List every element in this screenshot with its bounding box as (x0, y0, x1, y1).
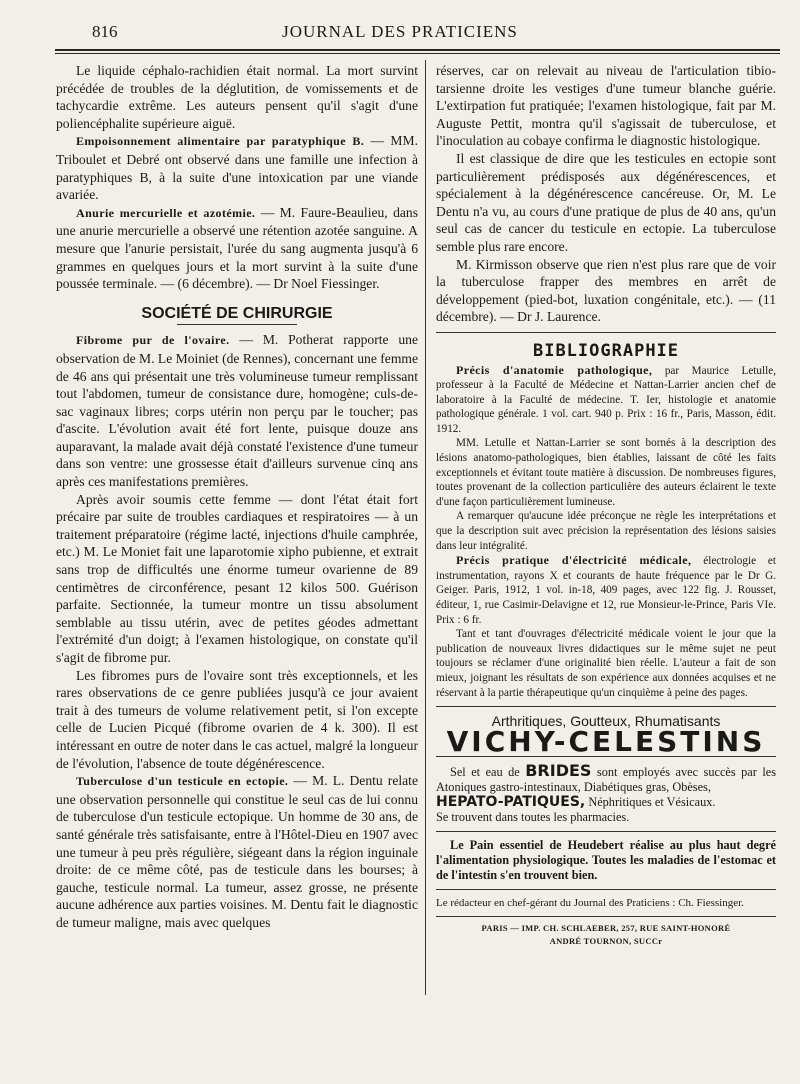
imprint-line-1: PARIS — IMP. CH. SCHLAEBER, 257, RUE SAINT-HONORÉ (481, 923, 731, 934)
paragraph: Après avoir soumis cette femme — dont l'état était fort précaire par suite de troubles cardiaques et respiratoires — à un traitement préparatoire (régime lacté, injections d'huile camphrée, etc.) M. Le Moniet fait une laparotomie xipho pubienne, et extrait sans trop de difficultés une énorme tumeur ovarienne de 89 centimètres de circonférence, pesant 12 kilos 500. Guérison parfaite. Sectionnée, la tumeur montre un tissu absolument semblable au tissu utérin, avec de petites géodes admettant l'extrémité d'un doigt; à l'examen histologique, on constate qu'il s'agit de fibrome pur. (56, 491, 418, 665)
article-lead: Empoisonnement alimentaire par paratyphique B. (76, 134, 365, 149)
book-title: Précis pratique d'électricité médicale, (456, 553, 692, 568)
article-text: — M. Faure-Beaulieu, dans une anurie mercurielle a observé une rétention azotée sanguine. A mesure que l'anurie persistait, l'urée du sang augmenta jusqu'à 6 grammes en quelques jours et la mort survint à la suite d'une poussée terminale. — (6 décembre). — Dr Noel Fiessinger. (56, 204, 418, 292)
journal-title: JOURNAL DES PRATICIENS (282, 22, 518, 41)
paragraph: réserves, car on relevait au niveau de l'articulation tibio-tarsienne droite les vestiges d'une tumeur blanche guérie. L'extirpation fut pratiquée; l'examen histologique, fait par M. Auguste Pettit, montra qu'il s'agissait de tuberculose, et l'inoculation au cobaye confirma le diagnostic histologique. (436, 63, 776, 149)
paragraph: A remarquer qu'aucune idée préconçue ne règle les interprétations et que la description suit avec précision la représentation des lésions saisies dans leur intégralité. (436, 510, 776, 552)
paragraph: M. Kirmisson observe que rien n'est plus rare que de voir la tuberculose frapper des membres en arrêt de développement (pied-bot, luxation congénitale, etc.). — (11 décembre). — Dr J. Laurence. (436, 256, 776, 325)
bibliography-list (436, 363, 776, 701)
right-column (436, 62, 776, 947)
article-text: — M. L. Dentu relate une observation personnelle qui constitue le seul cas de lui connu de tuberculose d'un testicule ectopique. Un homme de 30 ans, de santé générale très satisfaisante, entre à l'Hôtel-Dieu en 1907 avec une tumeur à peu près régulière, siégeant dans la région inguinale droite: de ce même côté, pas de testicule dans les bourses; à gauche, testicule normal. La tumeur, assez grosse, ne présente aucune adhérence aux parties voisines. M. Dentu fait le diagnostic de tumeur maligne, mais avec quelques (56, 773, 418, 930)
ad-rule (436, 831, 776, 832)
section-rule (436, 332, 776, 333)
hepato-post: Néphritiques et Vésicaux. (585, 795, 716, 810)
vichy-tagline: Arthritiques, Goutteux, Rhumatisants (491, 713, 721, 730)
vichy-brand: VICHY-CELESTINS (446, 724, 766, 758)
paragraph (56, 331, 418, 490)
imprint-rule (436, 916, 776, 917)
article-text: — MM. Triboulet et Debré ont observé dans une famille une infection à paratyphiques B, à la suite d'une intoxication par une viande avariée. (56, 133, 418, 203)
paragraph: Il est classique de dire que les testicules en ectopie sont particulièrement prédisposés aux dégénérescences, et spécialement à la dégénérescence cancéreuse. Or, M. Le Dentu n'a vu, au cours d'une pratique de plus de 40 ans, qu'un seul cas de cancer du testicule en ectopie. La tuberculose semble plus rare encore. (436, 150, 776, 254)
page-header (0, 0, 800, 50)
page-number: 816 (92, 22, 118, 41)
book-details: électrologie et instrumentation, rayons X et courants de haute fréquence par le Dr G. Geiger. Paris, 1912, 1 vol. in-18, 409 pages, avec 122 fig. J. Rousset, éditeur, 1, rue Casimir-Delavigne et 12, rue Monsieur-le-Prince, Paris VIe. Prix : 6 fr. (436, 555, 776, 626)
footer-rule (436, 889, 776, 890)
section-heading: SOCIÉTÉ DE CHIRURGIE (141, 304, 333, 322)
brides-pre: Sel et eau de (450, 765, 526, 780)
article-lead: Fibrome pur de l'ovaire. (76, 333, 230, 348)
paragraph: MM. Letulle et Nattan-Larrier se sont bornés à la description des lésions anatomo-pathologiques, bien établies, laissant de côté les faits exceptionnels et évitant toute matière à discussion. De nombreuses figures, toutes provenant de la collection particulière des auteurs éclairent le texte d'une façon particulièrement lumineuse. (436, 437, 776, 508)
brides-post: sont employés avec succès par les Atoniques gastro-intestinaux, Diabétiques gras, Obèses, (436, 765, 776, 795)
paragraph (56, 132, 418, 203)
book-entry (436, 553, 776, 627)
book-title: Précis d'anatomie pathologique, (456, 362, 653, 377)
left-column (56, 62, 418, 932)
paragraph (56, 772, 418, 931)
brides-name: BRIDES (525, 761, 592, 781)
paragraph (56, 204, 418, 293)
paragraph: Tant et tant d'ouvrages d'électricité médicale voient le jour que la publication de nouveaux livres didactiques sur le même sujet ne peut toujours se réclamer d'une originalité bien réelle. L'auteur a fait de son mieux, joignant les résultats de son expérience aux données acquises et ne réservant à la partie thérapeutique qu'un cinquième à peine des pages. (436, 628, 776, 699)
brides-pharmacies: Se trouvent dans toutes les pharmacies. (436, 810, 630, 825)
section-rule (177, 324, 297, 325)
bibliography-heading: BIBLIOGRAPHIE (532, 340, 680, 361)
heudebert-advertisement: Le Pain essentiel de Heudebert réalise au plus haut degré l'alimentation physiologique. Toutes les maladies de l'estomac et de l'intestin s'en trouvent bien. (436, 838, 776, 883)
article-text: — M. Potherat rapporte une observation de M. Le Moiniet (de Rennes), concernant une femme de 46 ans qui présentait une très volumineuse tumeur remplissant tout l'abdomen, tumeur de consistance dure, homogène; culs-de-sac vaginaux libres; corps utérin non perçu par le toucher; pas d'ascite. L'évolution avait été fort lente, puisque douze ans auparavant, la malade avait déjà constaté l'existence d'une tumeur dans son ventre: une grossesse était d'ailleurs survenue cinq ans après ces manifestations premières. (56, 332, 418, 490)
article-lead: Tuberculose d'un testicule en ectopie. (76, 774, 289, 789)
editor-line: Le rédacteur en chef-gérant du Journal des Praticiens : Ch. Fiessinger. (436, 897, 744, 910)
book-details: par Maurice Letulle, professeur à la Faculté de Médecine et Nattan-Larrier ancien chef de laboratoire à la Faculté de médecine. T. Ier, histologie et anatomie pathologique générale. 1 vol. cart. 940 p. Prix : 16 fr., Paris, Masson, édit. 1912. (436, 364, 776, 435)
column-divider (425, 60, 426, 995)
hepato-word: HEPATO-PATIQUES, (436, 794, 586, 811)
article-lead: Anurie mercurielle et azotémie. (76, 205, 256, 220)
vichy-advertisement (436, 713, 776, 758)
book-entry (436, 363, 776, 437)
header-rule (55, 49, 780, 54)
ad-rule (436, 706, 776, 707)
imprint-line-2: ANDRÉ TOURNON, SUCCr (549, 936, 663, 947)
brides-advertisement (436, 763, 776, 825)
paragraph: Le liquide céphalo-rachidien était normal. La mort survint précédée de troubles de la déglutition, de vomissements et de tachycardie extrême. Les auteurs pensent qu'il s'agit d'une poliencéphalite supérieure aiguë. (56, 63, 418, 131)
paragraph: Les fibromes purs de l'ovaire sont très exceptionnels, et les rares observations de ce genre publiées jusqu'à ce jour avaient trait à des tumeurs de volume relativement petit, si l'on excepte celle de Lucien Picqué (fibrome ovarien de 4 k. 300). Il est intéressant en outre de noter dans le cas actuel, malgré la longueur de l'évolution, l'absence de toute dégénérescence. (56, 667, 418, 771)
